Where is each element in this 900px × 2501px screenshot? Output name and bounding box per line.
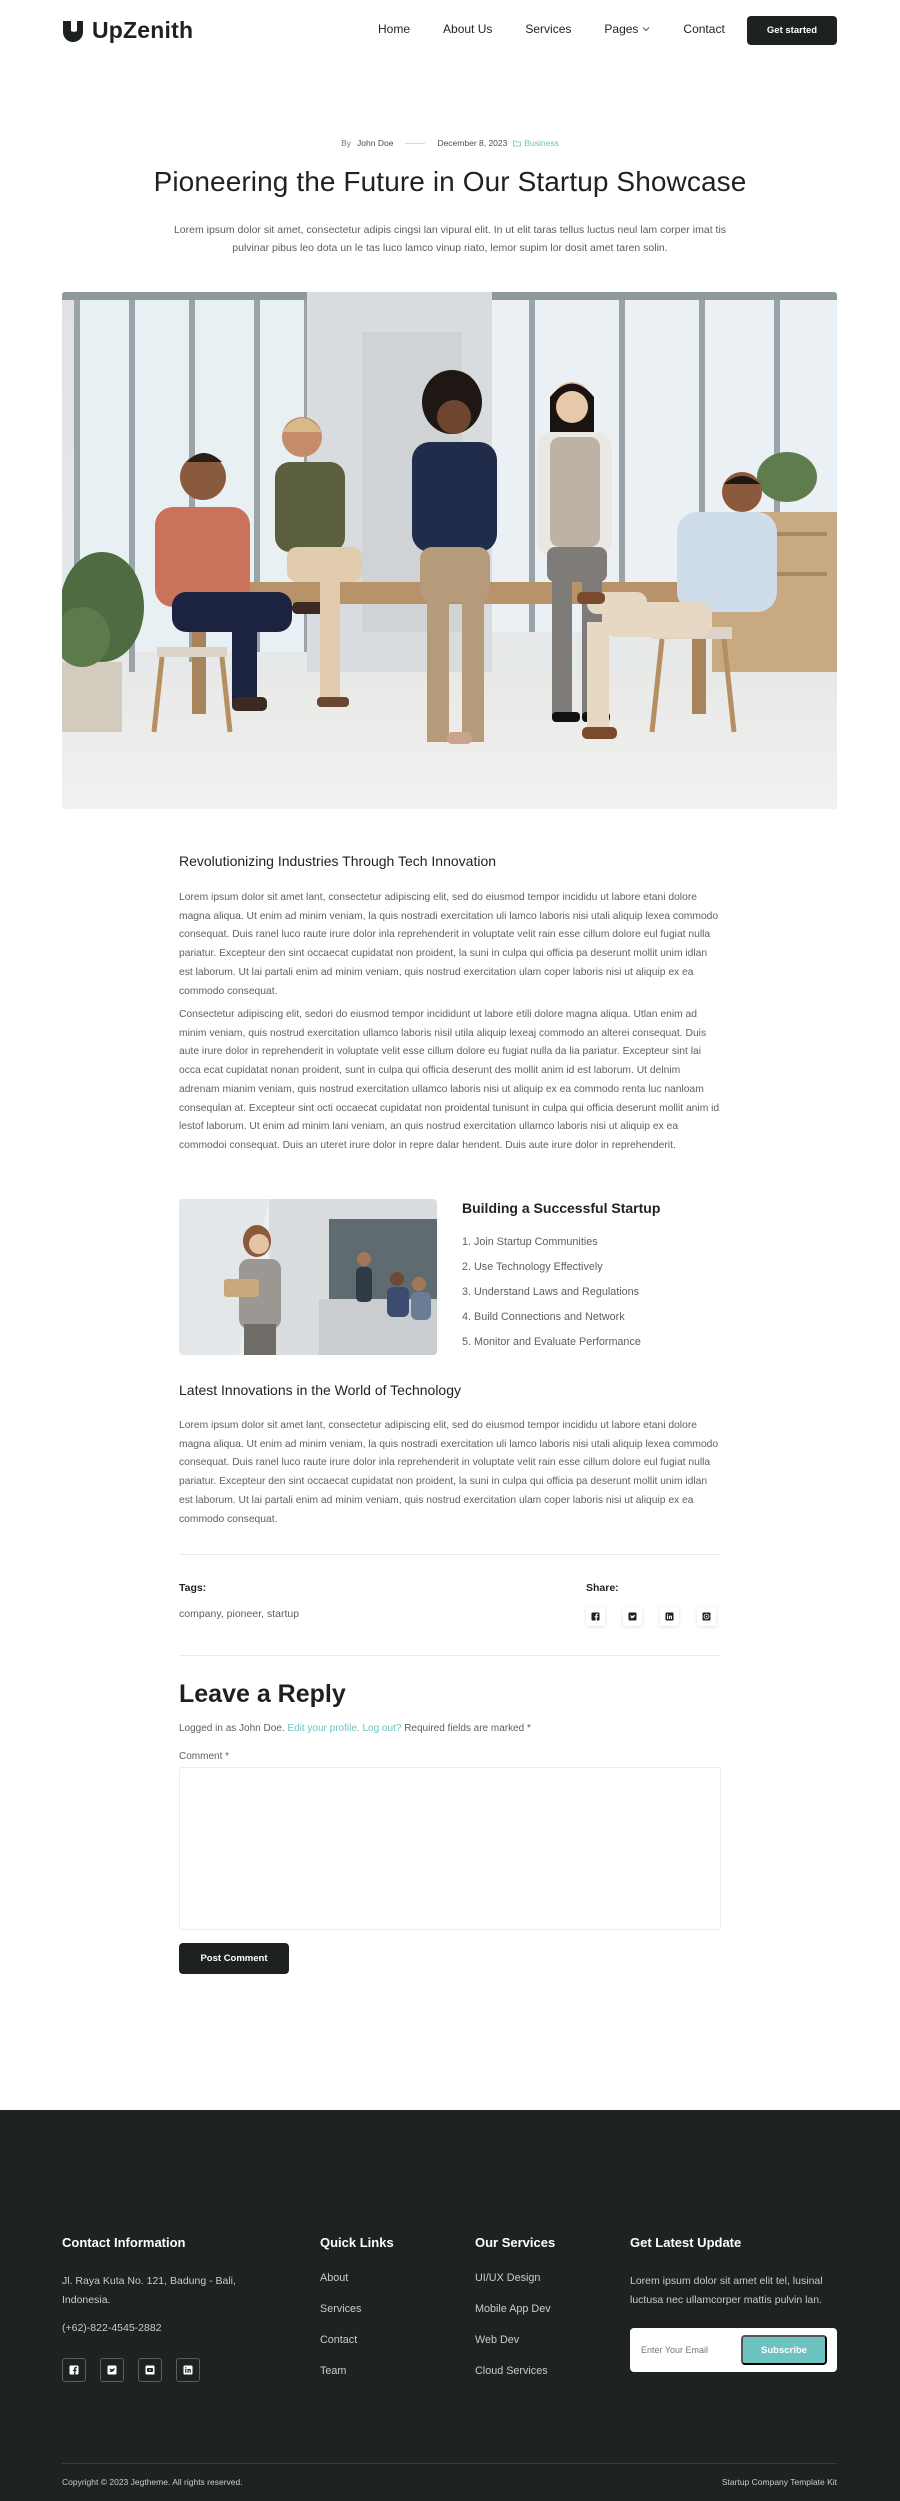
youtube-icon[interactable]: [138, 2358, 162, 2382]
twitter-share-icon[interactable]: [623, 1607, 642, 1626]
section-heading-2: Latest Innovations in the World of Technology: [179, 1382, 461, 1398]
share-buttons: [586, 1607, 716, 1626]
edit-profile-link[interactable]: Edit your profile.: [287, 1723, 360, 1734]
email-input[interactable]: [641, 2340, 741, 2360]
list-heading: Building a Successful Startup: [462, 1200, 661, 1216]
section-heading-1: Revolutionizing Industries Through Tech Innovation: [179, 853, 497, 869]
reply-note: [179, 1723, 531, 1734]
get-started-button[interactable]: Get started: [747, 16, 837, 45]
brand-logo[interactable]: [62, 17, 193, 44]
main-nav: [378, 22, 725, 36]
tags-list[interactable]: company, pioneer, startup: [179, 1608, 300, 1620]
chevron-down-icon: [642, 25, 650, 33]
tags-label: Tags:: [179, 1582, 207, 1594]
footer-link-services[interactable]: Services: [320, 2303, 362, 2315]
latest-update-heading: Get Latest Update: [630, 2235, 742, 2250]
footer-divider: [62, 2463, 837, 2464]
footer-link-about[interactable]: About: [320, 2272, 349, 2284]
hero-image: [62, 292, 837, 809]
nav-pages[interactable]: [604, 22, 650, 36]
divider: [179, 1655, 721, 1656]
feature-image: [179, 1199, 437, 1355]
post-lead: Lorem ipsum dolor sit amet, consectetur adipis cingsi lan vipural elit. In ut elit taras tellus luctus neul lam corper imat tis pulvinar pibus leo dota un le tas luco lamco vinup riato, lemor supim lor dosit amet taren solin.: [173, 224, 727, 254]
comment-label: Comment *: [179, 1751, 230, 1762]
share-label: Share:: [586, 1582, 619, 1594]
site-footer: [0, 2110, 900, 2501]
list-item: 5. Monitor and Evaluate Performance: [462, 1336, 641, 1348]
meta-divider: [405, 143, 425, 144]
linkedin-icon[interactable]: [176, 2358, 200, 2382]
twitter-icon[interactable]: [100, 2358, 124, 2382]
meeting-photo: [179, 1199, 437, 1355]
newsletter-text: Lorem ipsum dolor sit amet elit tel, lusinal luctusa nec ullamcorper mattis pulvin lan.: [630, 2275, 823, 2306]
post-date: December 8, 2023: [437, 138, 508, 148]
office-team-photo: [62, 292, 837, 809]
list-item: 4. Build Connections and Network: [462, 1311, 625, 1323]
services-list: [475, 2272, 551, 2396]
startup-steps-list: [462, 1236, 641, 1361]
copyright-text: Copyright © 2023 Jegtheme. All rights reserved.: [62, 2477, 243, 2487]
comment-textarea[interactable]: [179, 1767, 721, 1930]
folder-icon: [513, 139, 521, 147]
footer-phone[interactable]: (+62)-822-4545-2882: [62, 2322, 162, 2334]
post-title: Pioneering the Future in Our Startup Showcase: [153, 166, 747, 197]
logo-mark-icon: [62, 20, 84, 42]
post-category-label: Business: [524, 138, 559, 148]
footer-service-mobile[interactable]: Mobile App Dev: [475, 2303, 551, 2315]
newsletter-form: [630, 2328, 837, 2372]
logged-in-text: Logged in as John Doe.: [179, 1723, 285, 1734]
quick-links-list: [320, 2272, 361, 2396]
divider: [179, 1554, 721, 1555]
footer-link-team[interactable]: Team: [320, 2365, 347, 2377]
facebook-share-icon[interactable]: [586, 1607, 605, 1626]
nav-contact[interactable]: Contact: [683, 22, 725, 36]
by-label: By: [341, 138, 352, 148]
section-1-paragraph-1: Lorem ipsum dolor sit amet lant, consectetur adipiscing elit, sed do eiusmod tempor incididu ut labore etani dolore magna aliqua. Ut enim ad minim veniam, la quis nostradi exercitation uli lamco laboris nisi utali aliquip lexea commodo consequat. Duis ranel luco raute irure dolor inla reprehenderit in voluptate velit rain esse cillum dolore eul fugiat nulla pariatur. Excepteur den sint occaecat cupidatat non proident, la suni in culpa qui officia pa deserunt mollit unim idlan est laborum. Ut lai partali enim ad minim veniam, quis nostrud exercitation ulam coper laboris nisi ut aliquip ex ea commodo consequat.: [179, 892, 719, 997]
post-meta: [0, 138, 900, 148]
required-note: Required fields are marked *: [404, 1723, 531, 1734]
post-author[interactable]: John Doe: [357, 138, 394, 148]
brand-name: UpZenith: [92, 17, 194, 43]
list-item: 2. Use Technology Effectively: [462, 1261, 603, 1273]
logout-link[interactable]: Log out?: [362, 1723, 402, 1734]
nav-pages-label: Pages: [604, 22, 639, 36]
site-header: [0, 0, 900, 60]
linkedin-share-icon[interactable]: [660, 1607, 679, 1626]
footer-social: [62, 2358, 200, 2382]
reply-heading: Leave a Reply: [179, 1680, 346, 1708]
whatsapp-share-icon[interactable]: [697, 1607, 716, 1626]
post-comment-button[interactable]: Post Comment: [179, 1943, 289, 1974]
our-services-heading: Our Services: [475, 2235, 556, 2250]
nav-about[interactable]: About Us: [443, 22, 493, 36]
footer-link-contact[interactable]: Contact: [320, 2334, 358, 2346]
section-2-paragraph-1: Lorem ipsum dolor sit amet lant, consectetur adipiscing elit, sed do eiusmod tempor incididu ut labore etani dolore magna aliqua. Ut enim ad minim veniam, la quis nostradi exercitation uli lamco laboris nisi utali aliquip lexea commodo consequat. Duis ranel luco raute irure dolor inla reprehenderit in voluptate velit rain esse cillum dolore eul fugiat nulla pariatur. Excepteur den sint occaecat cupidatat non proident, la suni in culpa qui officia pa deserunt mollit unim idlan est laborum. Ut lai partali enim ad minim veniam, quis nostrud exercitation ulam coper laboris nisi ut aliquip ex ea commodo consequat.: [179, 1420, 719, 1525]
list-item: 1. Join Startup Communities: [462, 1236, 598, 1248]
quick-links-heading: Quick Links: [320, 2235, 394, 2250]
nav-home[interactable]: Home: [378, 22, 411, 36]
footer-service-uiux[interactable]: UI/UX Design: [475, 2272, 541, 2284]
nav-services[interactable]: Services: [525, 22, 572, 36]
subscribe-button[interactable]: Subscribe: [741, 2335, 827, 2365]
footer-service-web[interactable]: Web Dev: [475, 2334, 520, 2346]
footer-address: Jl. Raya Kuta No. 121, Badung - Bali, Indonesia.: [62, 2275, 236, 2306]
footer-service-cloud[interactable]: Cloud Services: [475, 2365, 548, 2377]
post-category[interactable]: [513, 138, 559, 148]
section-1-paragraph-2: Consectetur adipiscing elit, sedori do eiusmod tempor incididunt ut labore etili dolore magna aliqua. Utlan enim ad minim veniam, quis nostrud exercitation ullamco laboris nisil utila aliquip lexeaj commodo an alterei consequat. Duis aute irure dolor in reprehenderit in voluptate velit esse cillum dolore eu fugiat nulla da lia pariatur. Excepteur sint lai occa ecat cupidatat nonan proident, sunt in culpa qui officia deserunt des mollit anim id est laborum. Ut delnim adrenam mianim veniam, quis nostrud exercitation ullamco laboris nisi ut aliquip ex ea commodo renta luc nanloam consequlan at. Excepteur sint octi occaecat cupidatat non proidental tunisunt in culpa qui officia deserunt mollit anim id lestof laborum. Ut enim ad minim lani veniam, an quis nostrud exercitation ullamco laboris nisi ut aliquip ex ea commodoi consequat. Duis an uteret irure dolor in repre dalar hendent. Duis aute irure dolor in reprehenderit.: [179, 1009, 720, 1151]
contact-info-heading: Contact Information: [62, 2235, 186, 2250]
template-kit-text: Startup Company Template Kit: [721, 2477, 837, 2487]
facebook-icon[interactable]: [62, 2358, 86, 2382]
list-item: 3. Understand Laws and Regulations: [462, 1286, 640, 1298]
